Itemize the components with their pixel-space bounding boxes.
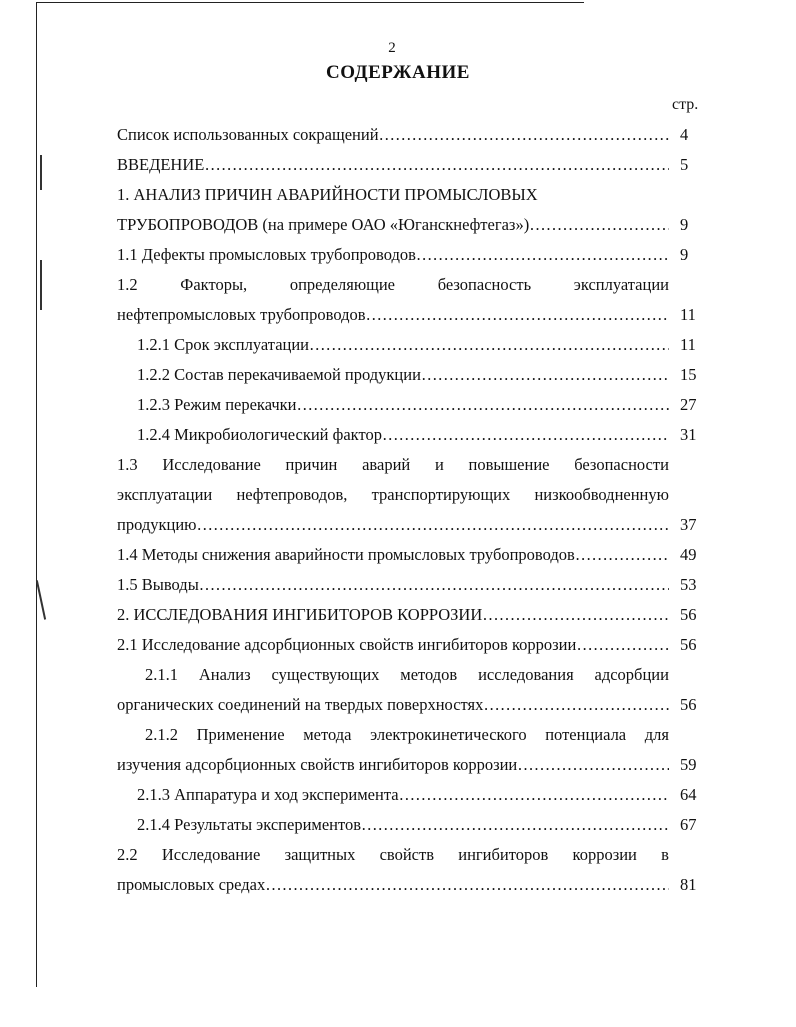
toc-entry-line bbox=[145, 664, 669, 686]
toc-page-number: 64 bbox=[680, 785, 697, 804]
leader-dots bbox=[382, 424, 669, 446]
toc-entry-line bbox=[117, 454, 669, 476]
word: электрокинетического bbox=[370, 725, 527, 744]
toc-entry-text: нефтепромысловых трубопроводов bbox=[117, 305, 366, 324]
toc-entry-text: Список использованных сокращений bbox=[117, 125, 379, 144]
toc-page-number: 4 bbox=[680, 125, 689, 144]
word: 1.3 bbox=[117, 455, 138, 474]
toc-entry-text: 2.1.4 Результаты экспериментов bbox=[137, 815, 362, 834]
page-title: СОДЕРЖАНИЕ bbox=[326, 62, 470, 83]
word: причин bbox=[285, 455, 338, 474]
toc-page-number: 9 bbox=[680, 245, 689, 264]
toc-entry-text: 1.2.3 Режим перекачки bbox=[137, 395, 297, 414]
toc-entry bbox=[117, 634, 669, 656]
toc-page-number: 11 bbox=[680, 335, 696, 354]
toc-entry-text: продукцию bbox=[117, 515, 197, 534]
page-column-label: стр. bbox=[672, 96, 699, 113]
toc-entry-text: 1.1 Дефекты промысловых трубопроводов bbox=[117, 245, 416, 264]
toc-entry-text: 1.2.2 Состав перекачиваемой продукции bbox=[137, 365, 421, 384]
toc-entry-text: органических соединений на твердых поверхностях bbox=[117, 695, 484, 714]
toc-entry-text: 2. ИССЛЕДОВАНИЯ ИНГИБИТОРОВ КОРРОЗИИ bbox=[117, 605, 483, 624]
toc-page-number: 15 bbox=[680, 365, 697, 384]
toc-entry-line bbox=[117, 844, 669, 866]
leader-dots bbox=[366, 304, 669, 326]
toc-page-number: 81 bbox=[680, 875, 697, 894]
toc-entry bbox=[117, 754, 669, 776]
toc-entry-text: 1.5 Выводы bbox=[117, 575, 199, 594]
toc-entry-text: 2.1.3 Аппаратура и ход эксперимента bbox=[137, 785, 399, 804]
leader-dots bbox=[416, 244, 669, 266]
leader-dots bbox=[379, 124, 669, 146]
leader-dots bbox=[204, 154, 669, 176]
toc-entry-text: 1.2.1 Срок эксплуатации bbox=[137, 335, 310, 354]
toc-entry bbox=[117, 214, 669, 236]
word: Исследование bbox=[161, 845, 261, 864]
toc-entry bbox=[117, 574, 669, 596]
word: 2.1.1 bbox=[145, 665, 178, 684]
word: 2.2 bbox=[117, 845, 138, 864]
page-number: 2 bbox=[388, 40, 396, 56]
leader-dots bbox=[576, 634, 669, 656]
word: 1.2 bbox=[117, 275, 138, 294]
leader-dots bbox=[575, 544, 669, 566]
word: методов bbox=[400, 665, 458, 684]
toc-entry-text: изучения адсорбционных свойств ингибиторов коррозии bbox=[117, 755, 518, 774]
toc-entry bbox=[137, 814, 669, 836]
toc-entry-line bbox=[117, 484, 669, 506]
word: коррозии bbox=[572, 845, 637, 864]
toc-entry-text: ВВЕДЕНИЕ bbox=[117, 155, 205, 174]
toc-entry-line bbox=[117, 274, 669, 296]
toc-entry-text: 1.4 Методы снижения аварийности промысловых трубопроводов bbox=[117, 545, 575, 564]
leader-dots bbox=[297, 394, 669, 416]
toc-entry-text: 1.2.4 Микробиологический фактор bbox=[137, 425, 382, 444]
leader-dots bbox=[399, 784, 669, 806]
word: Анализ bbox=[198, 665, 251, 684]
leader-dots bbox=[199, 574, 669, 596]
scan-artifact bbox=[40, 260, 42, 310]
leader-dots bbox=[309, 334, 669, 356]
toc-page-number: 11 bbox=[680, 305, 696, 324]
leader-dots bbox=[517, 754, 669, 776]
toc-entry bbox=[117, 874, 669, 896]
toc-entry bbox=[117, 154, 669, 176]
word: адсорбции bbox=[594, 665, 669, 684]
word: метода bbox=[303, 725, 352, 744]
word: для bbox=[644, 725, 669, 744]
scan-artifact bbox=[40, 155, 42, 190]
word: безопасности bbox=[574, 455, 669, 474]
toc-page-number: 56 bbox=[680, 635, 697, 654]
leader-dots bbox=[361, 814, 669, 836]
scan-artifact bbox=[36, 580, 46, 619]
toc-entry-line: 1. АНАЛИЗ ПРИЧИН АВАРИЙНОСТИ ПРОМЫСЛОВЫХ bbox=[117, 185, 538, 204]
toc-page-number: 31 bbox=[680, 425, 697, 444]
toc-page-number: 27 bbox=[680, 395, 697, 414]
toc-entry-text: ТРУБОПРОВОДОВ (на примере ОАО «Юганскнефтегаз») bbox=[117, 215, 530, 234]
leader-dots bbox=[482, 604, 669, 626]
toc-entry bbox=[117, 694, 669, 716]
toc-page-number: 53 bbox=[680, 575, 697, 594]
word: низкообводненную bbox=[534, 485, 669, 504]
word: Факторы, bbox=[180, 275, 248, 294]
toc-entry bbox=[117, 244, 669, 266]
toc-entry bbox=[117, 514, 669, 536]
leader-dots bbox=[421, 364, 669, 386]
toc-entry bbox=[117, 124, 669, 146]
toc-entry bbox=[137, 394, 669, 416]
word: свойств bbox=[379, 845, 434, 864]
toc-entry bbox=[117, 604, 669, 626]
word: определяющие bbox=[289, 275, 396, 294]
page-frame-top-border bbox=[36, 2, 584, 3]
word: нефтепроводов, bbox=[236, 485, 348, 504]
word: эксплуатации bbox=[117, 485, 213, 504]
toc-page-number: 49 bbox=[680, 545, 697, 564]
toc-entry-text: промысловых средах bbox=[117, 875, 266, 894]
word: 2.1.2 bbox=[145, 725, 178, 744]
word: в bbox=[661, 845, 669, 864]
leader-dots bbox=[483, 694, 669, 716]
leader-dots bbox=[197, 514, 669, 536]
leader-dots bbox=[265, 874, 669, 896]
toc-entry bbox=[137, 364, 669, 386]
toc-entry bbox=[137, 334, 669, 356]
word: защитных bbox=[284, 845, 356, 864]
toc-page-number: 5 bbox=[680, 155, 689, 174]
word: транспортирующих bbox=[371, 485, 511, 504]
word: Применение bbox=[196, 725, 285, 744]
toc-page-number: 9 bbox=[680, 215, 689, 234]
toc-page-number: 59 bbox=[680, 755, 697, 774]
toc-page-number: 67 bbox=[680, 815, 697, 834]
toc-page-number: 37 bbox=[680, 515, 697, 534]
word: повышение bbox=[468, 455, 550, 474]
word: и bbox=[434, 455, 444, 474]
word: безопасность bbox=[437, 275, 532, 294]
word: Исследование bbox=[162, 455, 261, 474]
toc-entry bbox=[117, 544, 669, 566]
word: существующих bbox=[271, 665, 380, 684]
toc-entry bbox=[137, 424, 669, 446]
word: ингибиторов bbox=[458, 845, 549, 864]
word: эксплуатации bbox=[573, 275, 669, 294]
toc-entry bbox=[117, 304, 669, 326]
toc-entry-line bbox=[145, 724, 669, 746]
word: аварий bbox=[362, 455, 411, 474]
word: исследования bbox=[478, 665, 574, 684]
toc-entry bbox=[137, 784, 669, 806]
toc-entry-text: 2.1 Исследование адсорбционных свойств ингибиторов коррозии bbox=[117, 635, 577, 654]
leader-dots bbox=[529, 214, 669, 236]
page-frame-left-border bbox=[36, 2, 37, 987]
toc-page-number: 56 bbox=[680, 605, 697, 624]
word: потенциала bbox=[545, 725, 627, 744]
toc-page-number: 56 bbox=[680, 695, 697, 714]
